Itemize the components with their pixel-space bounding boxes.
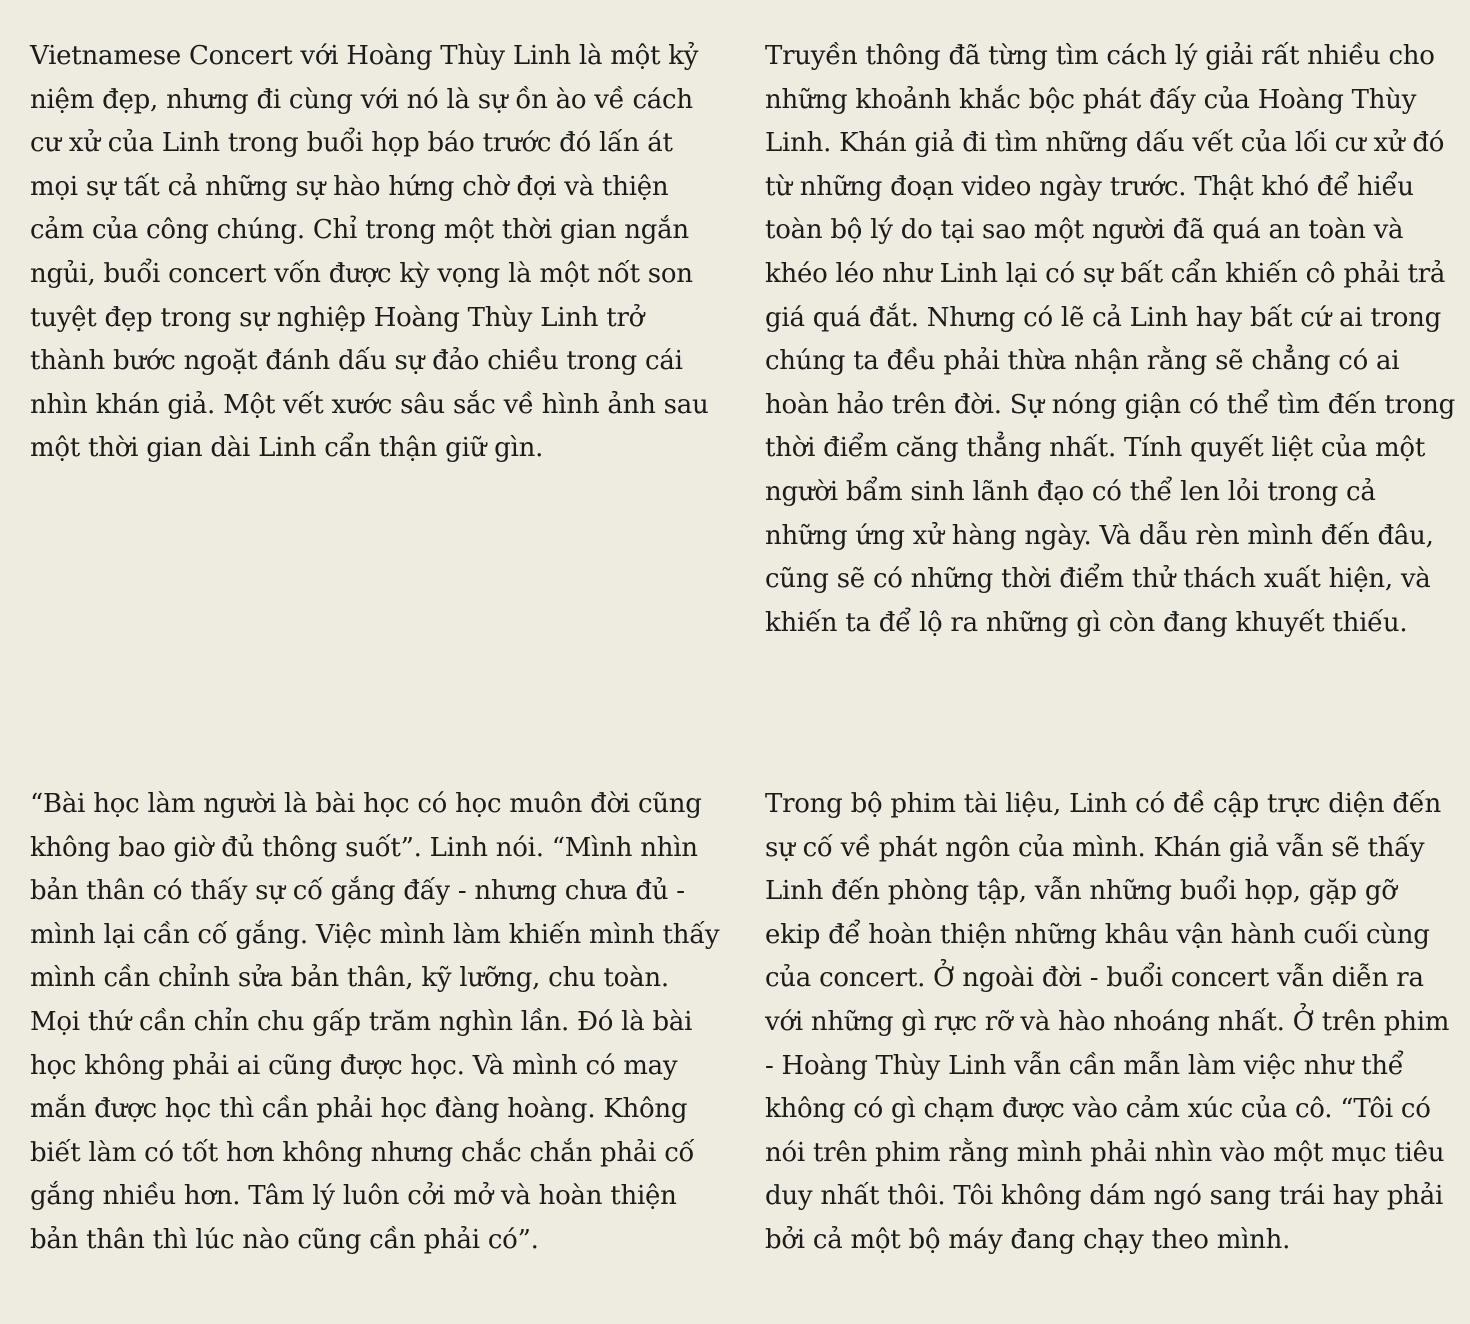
paragraph-bottom-left-quote: “Bài học làm người là bài học có học muôn đời cũng không bao giờ đủ thông suốt”. Linh nói. “Mình nhìn bản thân có thấy sự cố gắng đấy - nhưng chưa đủ - mình lại cần cố gắng. Việc mình làm khiến mình thấy mình cần chỉnh sửa bản thân, kỹ lưỡng, chu toàn. Mọi thứ cần chỉn chu gấp trăm nghìn lần. Đó là bài học không phải ai cũng được học. Và mình có may mắn được học thì cần phải học đàng hoàng. Không biết làm có tốt hơn không nhưng chắc chắn phải cố gắng nhiều hơn. Tâm lý luôn cởi mở và hoàn thiện bản thân thì lúc nào cũng cần phải có”. xyxy=(30,789,720,1255)
paragraph-top-left: Vietnamese Concert với Hoàng Thùy Linh là một kỷ niệm đẹp, nhưng đi cùng với nó là sự ồn ào về cách cư xử của Linh trong buổi họp báo trước đó lấn át mọi sự tất cả những sự hào hứng chờ đợi và thiện cảm của công chúng. Chỉ trong một thời gian ngắn ngủi, buổi concert vốn được kỳ vọng là một nốt son tuyệt đẹp trong sự nghiệp Hoàng Thùy Linh trở thành bước ngoặt đánh dấu sự đảo chiều trong cái nhìn khán giả. Một vết xước sâu sắc về hình ảnh sau một thời gian dài Linh cẩn thận giữ gìn. xyxy=(30,41,709,464)
paragraph-bottom-right: Trong bộ phim tài liệu, Linh có đề cập trực diện đến sự cố về phát ngôn của mình. Khán giả vẫn sẽ thấy Linh đến phòng tập, vẫn những buổi họp, gặp gỡ ekip để hoàn thiện những khâu vận hành cuối cùng của concert. Ở ngoài đời - buổi concert vẫn diễn ra với những gì rực rỡ và hào nhoáng nhất. Ở trên phim - Hoàng Thùy Linh vẫn cần mẫn làm việc như thể không có gì chạm được vào cảm xúc của cô. “Tôi có nói trên phim rằng mình phải nhìn vào một mục tiêu duy nhất thôi. Tôi không dám ngó sang trái hay phải bởi cả một bộ máy đang chạy theo mình. xyxy=(765,789,1450,1255)
paragraph-top-right: Truyền thông đã từng tìm cách lý giải rất nhiều cho những khoảnh khắc bộc phát đấy của Hoàng Thùy Linh. Khán giả đi tìm những dấu vết của lối cư xử đó từ những đoạn video ngày trước. Thật khó để hiểu toàn bộ lý do tại sao một người đã quá an toàn và khéo léo như Linh lại có sự bất cẩn khiến cô phải trả giá quá đắt. Nhưng có lẽ cả Linh hay bất cứ ai trong chúng ta đều phải thừa nhận rằng sẽ chẳng có ai hoàn hảo trên đời. Sự nóng giận có thể tìm đến trong thời điểm căng thẳng nhất. Tính quyết liệt của một người bẩm sinh lãnh đạo có thể len lỏi trong cả những ứng xử hàng ngày. Và dẫu rèn mình đến đâu, cũng sẽ có những thời điểm thử thách xuất hiện, và khiến ta để lộ ra những gì còn đang khuyết thiếu. xyxy=(765,41,1456,638)
